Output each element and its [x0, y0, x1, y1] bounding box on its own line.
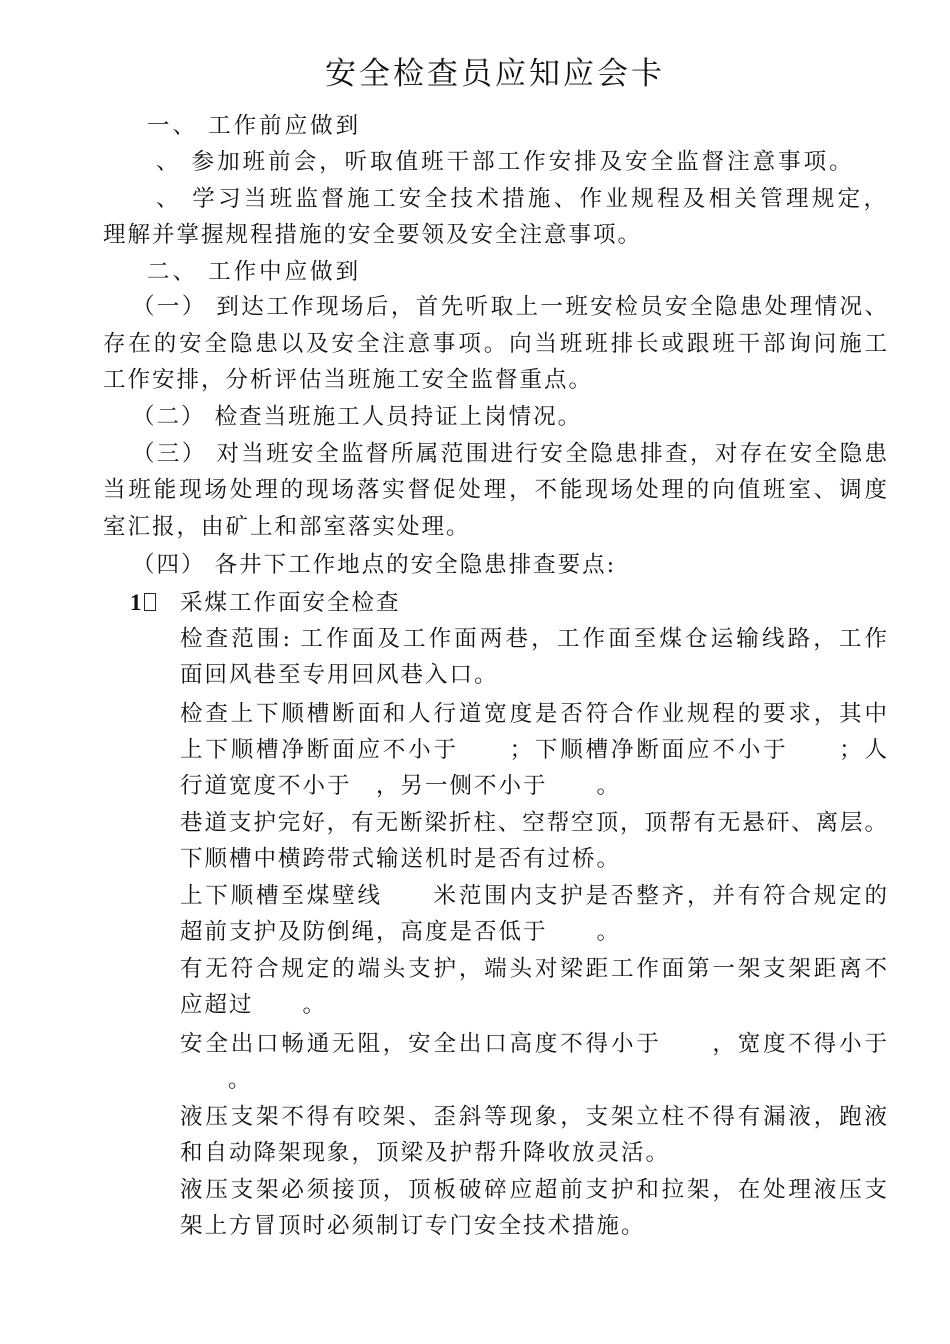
paragraph-support-line1: 巷道支护完好，有无断梁折柱、空帮空顶，顶帮有无悬矸、离层。: [180, 810, 887, 836]
paragraph-arrive-site-line3: 工作安排，分析评估当班施工安全监督重点。: [103, 367, 594, 393]
paragraph-advance-support-line1: 上下顺槽至煤壁线 米范围内支护是否整齐，并有符合规定的: [180, 883, 887, 909]
section-heading-during-work: 二、 工作中应做到: [147, 259, 362, 285]
paragraph-safety-exit-line1: 安全出口畅通无阻，安全出口高度不得小于 ，宽度不得小于: [180, 1031, 887, 1057]
paragraph-roof-contact-line2: 架上方冒顶时必须制订专门安全技术措施。: [180, 1213, 646, 1239]
paragraph-range-line2: 面回风巷至专用回风巷入口。: [180, 662, 499, 688]
paragraph-hydraulic-support-line1: 液压支架不得有咬架、歪斜等现象，支架立柱不得有漏液，跑液: [180, 1104, 887, 1130]
paragraph-arrive-site-line1: （一） 到达工作现场后，首先听取上一班安检员安全隐患处理情况、: [132, 294, 887, 320]
section-heading-before-work: 一、 工作前应做到: [147, 113, 362, 139]
document-title: 安全检查员应知应会卡: [325, 56, 665, 92]
paragraph-hydraulic-support-line2: 和自动降架现象，顶梁及护帮升降收放灵活。: [180, 1140, 671, 1166]
paragraph-range-line1: 检查范围: 工作面及工作面两巷，工作面至煤仓运输线路，工作: [180, 626, 887, 652]
paragraph-certificate-check: （二） 检查当班施工人员持证上岗情况。: [132, 404, 583, 430]
paragraph-section-width-line2: 上下顺槽净断面应不小于 ；下顺槽净断面应不小于 ；人: [180, 737, 887, 763]
paragraph-advance-support-line2: 超前支护及防倒绳，高度是否低于 。: [180, 919, 622, 945]
missing-glyph-box: [144, 593, 156, 611]
paragraph-end-support-line1: 有无符合规定的端头支护，端头对梁距工作面第一架支架距离不: [180, 956, 887, 982]
paragraph-roof-contact-line1: 液压支架必须接顶，顶板破碎应超前支护和拉架，在处理液压支: [180, 1177, 887, 1203]
paragraph-hazard-check-line1: （三） 对当班安全监督所属范围进行安全隐患排查，对存在安全隐患: [132, 441, 887, 467]
paragraph-study-measures-line2: 理解并掌握规程措施的安全要领及安全注意事项。: [103, 222, 643, 248]
paragraph-hazard-check-line3: 室汇报，由矿上和部室落实处理。: [103, 514, 471, 540]
paragraph-attend-meeting: 、 参加班前会，听取值班干部工作安排及安全监督注意事项。: [156, 149, 855, 175]
paragraph-safety-exit-line2: 。: [228, 1067, 251, 1093]
paragraph-section-width-line1: 检查上下顺槽断面和人行道宽度是否符合作业规程的要求，其中: [180, 701, 887, 727]
paragraph-study-measures-line1: 、 学习当班监督施工安全技术措施、作业规程及相关管理规定，: [156, 186, 886, 212]
item-number: 1: [130, 586, 156, 620]
paragraph-underground-points: （四） 各井下工作地点的安全隐患排查要点:: [132, 552, 617, 578]
paragraph-end-support-line2: 应超过 。: [180, 992, 328, 1018]
paragraph-support-line2: 下顺槽中横跨带式输送机时是否有过桥。: [180, 846, 622, 872]
paragraph-arrive-site-line2: 存在的安全隐患以及安全注意事项。向当班班排长或跟班干部询问施工: [103, 331, 887, 357]
subsection-heading-mining-face: 采煤工作面安全检查: [180, 590, 401, 616]
paragraph-hazard-check-line2: 当班能现场处理的现场落实督促处理，不能现场处理的向值班室、调度: [103, 477, 887, 503]
paragraph-section-width-line3: 行道宽度不小于 ，另一侧不小于 。: [180, 773, 622, 799]
